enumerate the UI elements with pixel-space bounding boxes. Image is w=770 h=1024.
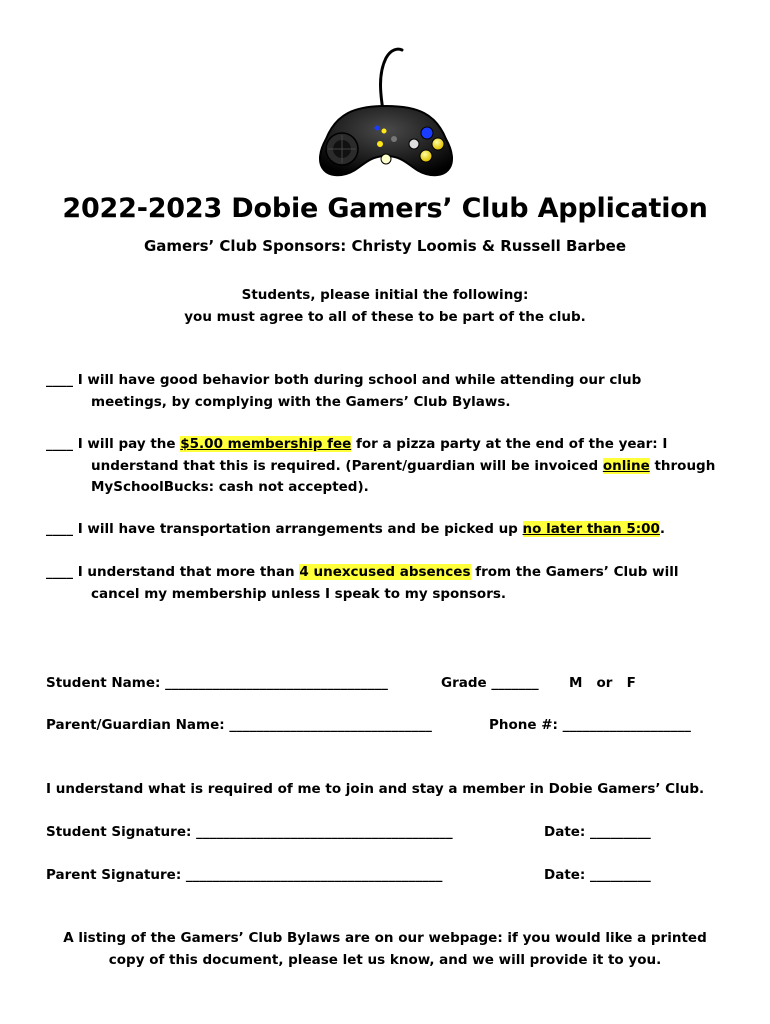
- gender-options[interactable]: M or F: [569, 675, 636, 691]
- agreement-text-continued: cancel my membership unless I speak to my sponsors.: [91, 585, 507, 602]
- footer-note-line-1: A listing of the Gamers’ Club Bylaws are on our webpage: if you would like a printed: [63, 930, 707, 946]
- student-date-field[interactable]: Date: _________: [544, 824, 651, 840]
- agreement-text: I will have transportation arrangements and be picked up: [73, 521, 523, 537]
- agreement-text: for a pizza party at the end of the year: I: [351, 436, 668, 452]
- agreement-text: from the Gamers’ Club will: [470, 564, 679, 580]
- highlighted-fee: $5.00 membership fee: [180, 436, 352, 452]
- agreement-text: .: [659, 521, 666, 537]
- highlighted-online: online: [602, 457, 650, 474]
- agreement-absences: [46, 562, 736, 605]
- initial-blank[interactable]: ____: [46, 564, 73, 580]
- initial-blank[interactable]: ____: [46, 436, 73, 452]
- footer-note-line-2: copy of this document, please let us know, and we will provide it to you.: [108, 952, 662, 968]
- agreement-text: through: [649, 457, 716, 474]
- grade-field[interactable]: Grade _______: [441, 675, 539, 691]
- agreement-text: I understand that more than: [73, 564, 300, 580]
- agreement-text: understand that this is required. (Parent/guardian will be invoiced: [91, 457, 603, 474]
- parent-signature-field[interactable]: Parent Signature: ______________________________________: [46, 867, 443, 883]
- agreement-text: I will have good behavior both during school and while attending our club: [73, 372, 642, 388]
- agreement-behavior: [46, 370, 736, 413]
- highlighted-pickup-time: no later than 5:00: [522, 521, 660, 537]
- agreement-text-continued: MySchoolBucks: cash not accepted).: [91, 479, 369, 495]
- phone-field[interactable]: Phone #: ___________________: [489, 717, 691, 733]
- parent-name-field[interactable]: Parent/Guardian Name: ______________________________: [46, 717, 432, 733]
- parent-date-field[interactable]: Date: _________: [544, 867, 651, 883]
- student-signature-field[interactable]: Student Signature: ______________________________________: [46, 824, 453, 840]
- agreement-fee: [46, 434, 736, 499]
- initial-blank[interactable]: ____: [46, 521, 73, 537]
- agreement-transportation: [46, 519, 736, 541]
- intro-line-2: you must agree to all of these to be part of the club.: [184, 309, 586, 325]
- sponsors-subtitle: Gamers’ Club Sponsors: Christy Loomis & Russell Barbee: [143, 237, 627, 255]
- agreement-text-continued: meetings, by complying with the Gamers’ Club Bylaws.: [91, 393, 511, 410]
- initial-blank[interactable]: ____: [46, 372, 73, 388]
- student-name-field[interactable]: Student Name: _________________________________: [46, 675, 388, 691]
- highlighted-absences: 4 unexcused absences: [299, 564, 471, 580]
- understand-statement: I understand what is required of me to join and stay a member in Dobie Gamers’ Club.: [46, 781, 705, 797]
- agreement-text: I will pay the: [73, 436, 181, 452]
- game-controller-icon: [306, 44, 466, 184]
- intro-line-1: Students, please initial the following:: [241, 287, 529, 303]
- agreement-text-continued: [46, 456, 736, 478]
- page-title: 2022-2023 Dobie Gamers’ Club Application: [62, 193, 708, 224]
